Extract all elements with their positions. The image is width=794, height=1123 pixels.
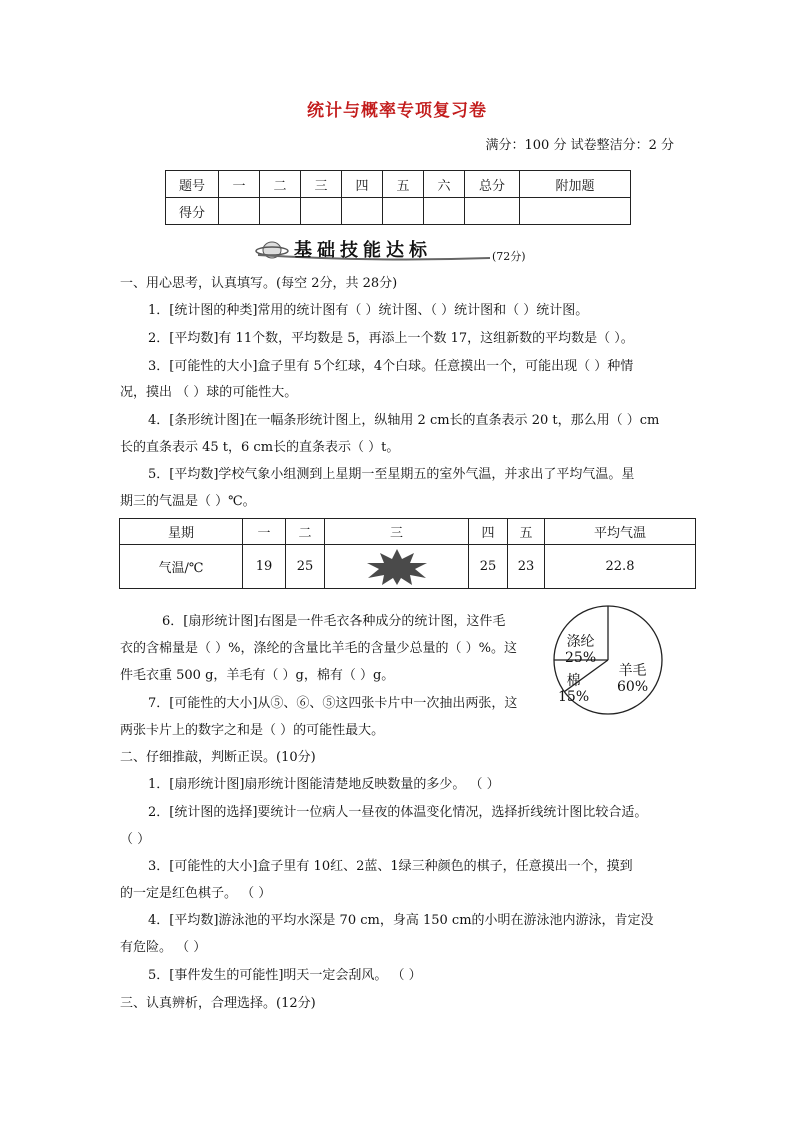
question-text: 3．[可能性的大小]盒子里有 5个红球，4个白球。任意摸出一个，可能出现（ ）种情	[148, 359, 634, 374]
section-banner	[254, 236, 554, 262]
temperature-cell: 23	[508, 545, 545, 589]
pie-label-polyester	[565, 634, 596, 666]
temperature-header-cell: 二	[286, 519, 325, 545]
score-header-cell: 总分	[465, 171, 520, 198]
temperature-cell: 25	[469, 545, 508, 589]
score-info: 满分：100 分 试卷整洁分：2 分	[485, 138, 674, 153]
score-header-cell: 四	[342, 171, 383, 198]
temperature-average-cell: 22.8	[545, 545, 696, 589]
temperature-header-cell: 一	[243, 519, 286, 545]
temperature-table	[119, 518, 696, 589]
question-text: 2．[平均数]有 11个数，平均数是 5，再添上一个数 17，这组新数的平均数是（ ）。	[148, 331, 634, 346]
pie-label-cotton	[558, 673, 589, 705]
score-table-header-row	[166, 171, 631, 198]
temperature-value-row	[120, 545, 696, 589]
pie-label-percent: 25%	[565, 650, 597, 666]
score-cell	[342, 198, 383, 225]
score-cell	[301, 198, 342, 225]
pie-label-percent: 15%	[558, 689, 590, 705]
temperature-header-cell: 平均气温	[545, 519, 696, 545]
score-header-cell: 六	[424, 171, 465, 198]
score-header-cell: 题号	[166, 171, 219, 198]
pie-chart	[551, 603, 665, 717]
temperature-cell: 19	[243, 545, 286, 589]
pie-label-name: 羊毛	[618, 663, 647, 679]
question-text: 7．[可能性的大小]从⑤、⑥、⑤这四张卡片中一次抽出两张，这	[148, 696, 518, 711]
score-cell	[219, 198, 260, 225]
temperature-header-cell: 星期	[120, 519, 243, 545]
pie-label-percent: 60%	[617, 679, 649, 695]
question-text: 5．[平均数]学校气象小组测到上星期一至星期五的室外气温，并求出了平均气温。星	[148, 467, 635, 482]
score-cell	[383, 198, 424, 225]
pie-label-name: 棉	[566, 673, 581, 689]
part1-heading: 一、用心思考，认真填写。(每空 2分，共 28分)	[120, 276, 398, 291]
score-table-score-row	[166, 198, 631, 225]
temperature-header-cell: 三	[325, 519, 469, 545]
question-text: 5．[事件发生的可能性]明天一定会刮风。 （ ）	[148, 968, 422, 983]
score-header-cell: 三	[301, 171, 342, 198]
question-text: 衣的含棉量是（ ）%，涤纶的含量比羊毛的含量少总量的（ ）%。这	[120, 641, 517, 656]
score-header-cell: 二	[260, 171, 301, 198]
section-banner-title: 基础技能达标	[294, 240, 432, 261]
temperature-cell-hidden	[325, 545, 469, 589]
question-text: 3．[可能性的大小]盒子里有 10红、2蓝、1绿三种颜色的棋子，任意摸出一个，摸到	[148, 859, 633, 874]
question-text: （ ）	[120, 832, 151, 847]
question-text: 两张卡片上的数字之和是（ ）的可能性最大。	[120, 723, 385, 738]
question-text: 期三的气温是（ ）℃。	[120, 494, 256, 509]
score-header-cell: 五	[383, 171, 424, 198]
question-text: 4．[条形统计图]在一幅条形统计图上，纵轴用 2 cm长的直条表示 20 t，那么用（ ）cm	[148, 413, 660, 428]
score-cell	[260, 198, 301, 225]
part2-heading: 二、仔细推敲，判断正误。(10分)	[120, 750, 316, 765]
question-text: 6．[扇形统计图]右图是一件毛衣各种成分的统计图，这件毛	[162, 614, 506, 629]
temperature-header-cell: 四	[469, 519, 508, 545]
temperature-row-label: 气温/℃	[120, 545, 243, 589]
question-text: 件毛衣重 500 g，羊毛有（ ）g，棉有（ ）g。	[120, 668, 395, 683]
question-text: 4．[平均数]游泳池的平均水深是 70 cm，身高 150 cm的小明在游泳池内游泳，肯定没	[148, 913, 654, 928]
score-header-cell: 一	[219, 171, 260, 198]
page-title: 统计与概率专项复习卷	[307, 101, 487, 121]
question-text: 2．[统计图的选择]要统计一位病人一昼夜的体温变化情况，选择折线统计图比较合适。	[148, 805, 648, 820]
score-table	[165, 170, 631, 225]
score-cell	[520, 198, 631, 225]
temperature-header-cell: 五	[508, 519, 545, 545]
temperature-cell: 25	[286, 545, 325, 589]
question-text: 1．[统计图的种类]常用的统计图有（ ）统计图、（ ）统计图和（ ）统计图。	[148, 303, 589, 318]
question-text: 有危险。 （ ）	[120, 940, 207, 955]
section-banner-score: (72分)	[492, 250, 526, 263]
score-cell	[465, 198, 520, 225]
part3-heading: 三、认真辨析，合理选择。(12分)	[120, 996, 316, 1011]
temperature-header-row	[120, 519, 696, 545]
score-row-label: 得分	[166, 198, 219, 225]
question-text: 的一定是红色棋子。 （ ）	[120, 886, 272, 901]
ink-splat-icon	[364, 548, 430, 586]
pie-label-wool	[617, 663, 648, 695]
score-header-cell: 附加题	[520, 171, 631, 198]
question-text: 长的直条表示 45 t，6 cm长的直条表示（ ）t。	[120, 440, 400, 455]
pie-label-name: 涤纶	[566, 634, 595, 650]
question-text: 况，摸出 （ ）球的可能性大。	[120, 385, 298, 400]
score-cell	[424, 198, 465, 225]
question-text: 1．[扇形统计图]扇形统计图能清楚地反映数量的多少。 （ ）	[148, 777, 500, 792]
